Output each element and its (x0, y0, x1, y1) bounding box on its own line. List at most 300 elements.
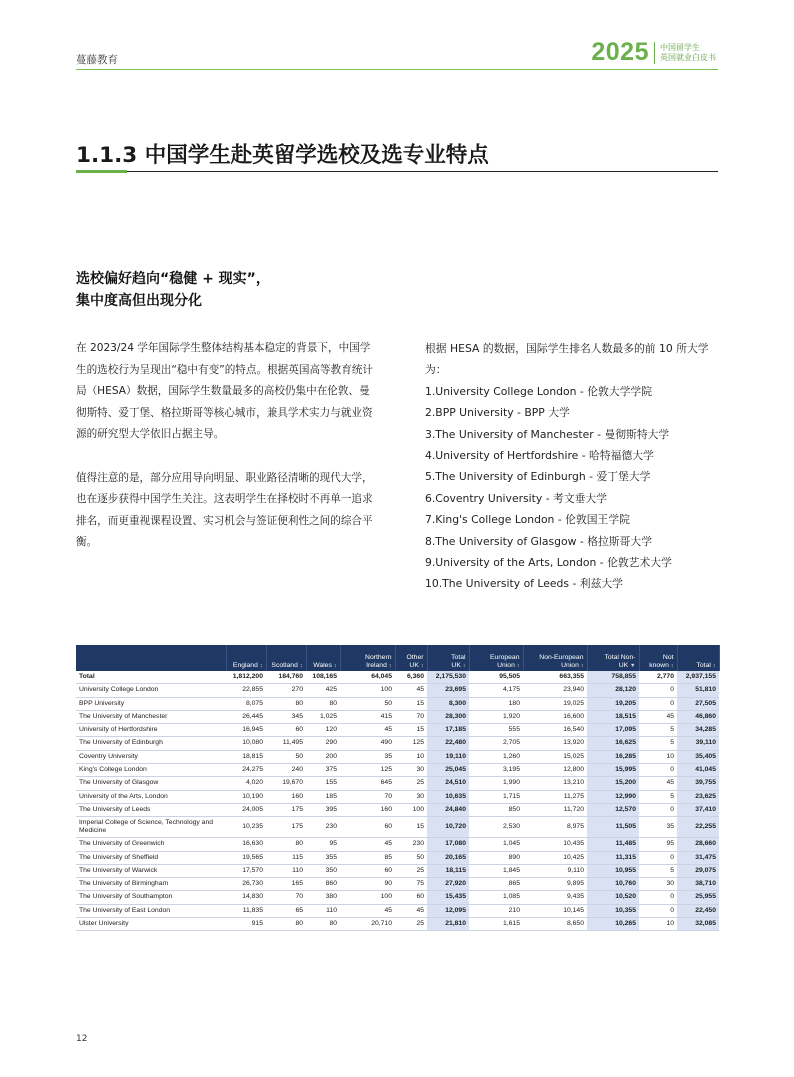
institution-cell: The University of Warwick (76, 864, 226, 877)
value-cell: 80 (266, 697, 306, 710)
value-cell: 11,315 (587, 851, 639, 864)
value-cell: 14,830 (226, 891, 266, 904)
value-cell: 60 (395, 891, 427, 904)
value-cell: 0 (639, 904, 677, 917)
value-cell: 22,450 (677, 904, 719, 917)
column-header-line2: Scotland (271, 662, 298, 669)
column-header[interactable] (306, 645, 340, 671)
value-cell: 35,405 (677, 750, 719, 763)
value-cell: 8,300 (427, 697, 469, 710)
column-header[interactable] (587, 645, 639, 671)
value-cell: 110 (306, 904, 340, 917)
value-cell: 27,505 (677, 697, 719, 710)
value-cell: 80 (266, 918, 306, 931)
value-cell: 85 (340, 851, 395, 864)
subheading-line1: 选校偏好趋向“稳健 + 现实”， (76, 271, 270, 287)
value-cell: 108,165 (306, 671, 340, 684)
column-header[interactable] (340, 645, 395, 671)
value-cell: 1,812,200 (226, 671, 266, 684)
value-cell: 28,660 (677, 838, 719, 851)
value-cell: 155 (306, 777, 340, 790)
sort-icon[interactable]: ↕ (420, 663, 424, 669)
value-cell: 758,855 (587, 671, 639, 684)
value-cell: 850 (469, 803, 523, 816)
value-cell: 11,505 (587, 817, 639, 838)
value-cell: 100 (395, 803, 427, 816)
value-cell: 175 (266, 817, 306, 838)
subheading (76, 268, 270, 312)
table-row (76, 737, 719, 750)
value-cell: 45 (395, 904, 427, 917)
value-cell: 80 (306, 918, 340, 931)
value-cell: 915 (226, 918, 266, 931)
sort-icon[interactable]: ↕ (259, 663, 263, 669)
value-cell: 555 (469, 724, 523, 737)
value-cell: 12,990 (587, 790, 639, 803)
value-cell: 8,075 (226, 697, 266, 710)
paragraph: 值得注意的是，部分应用导向明显、职业路径清晰的现代大学，也在逐步获得中国学生关注。这表明学生在择校时不再单一追求排名，而更重视课程设置、实习机会与签证便利性之间的综合平衡。 (76, 471, 373, 549)
institution-cell: The University of Birmingham (76, 878, 226, 891)
table-row (76, 697, 719, 710)
report-subtitle-line1: 中国留学生 (660, 42, 700, 52)
column-header-line1: European (490, 654, 520, 661)
value-cell: 10,760 (587, 878, 639, 891)
value-cell: 2,530 (469, 817, 523, 838)
value-cell: 115 (266, 851, 306, 864)
value-cell: 80 (266, 838, 306, 851)
value-cell: 35 (639, 817, 677, 838)
value-cell: 39,755 (677, 777, 719, 790)
list-item: 3.The University of Manchester - 曼彻斯特大学 (425, 427, 670, 441)
list-item: 10.The University of Leeds - 利兹大学 (425, 577, 623, 591)
institution-cell: BPP University (76, 697, 226, 710)
value-cell: 34,285 (677, 724, 719, 737)
value-cell: 24,005 (226, 803, 266, 816)
column-header-line1: Northern (365, 654, 392, 661)
column-header-line2: England (232, 662, 258, 669)
value-cell: 51,810 (677, 684, 719, 697)
value-cell: 70 (266, 891, 306, 904)
value-cell: 29,075 (677, 864, 719, 877)
value-cell: 415 (340, 710, 395, 723)
value-cell: 0 (639, 764, 677, 777)
value-cell: 10 (395, 750, 427, 763)
value-cell: 375 (306, 764, 340, 777)
paragraph: 在 2023/24 学年国际学生整体结构基本稳定的背景下，中国学生的选校行为呈现出“稳中有变”的特点。根据英国高等教育统计局（HESA）数据，国际学生数量最多的高校仍集中在伦敦、曼彻斯特、爱丁堡、格拉斯哥等核心城市，兼具学术实力与就业资源的研究型大学依旧占据主导。 (76, 342, 374, 441)
table-row (76, 878, 719, 891)
value-cell: 184,760 (266, 671, 306, 684)
column-header[interactable] (523, 645, 587, 671)
table-row (76, 724, 719, 737)
value-cell: 10,355 (587, 904, 639, 917)
value-cell: 860 (306, 878, 340, 891)
table-row (76, 684, 719, 697)
column-header[interactable] (639, 645, 677, 671)
value-cell: 65 (266, 904, 306, 917)
institution-cell: The University of Manchester (76, 710, 226, 723)
value-cell: 160 (266, 790, 306, 803)
value-cell: 0 (639, 851, 677, 864)
value-cell: 45 (340, 724, 395, 737)
value-cell: 12,800 (523, 764, 587, 777)
section-title: 1.1.3 中国学生赴英留学选校及选专业特点 (76, 143, 489, 168)
value-cell: 380 (306, 891, 340, 904)
column-header-line1: Not (662, 654, 674, 661)
value-cell: 395 (306, 803, 340, 816)
value-cell: 175 (266, 803, 306, 816)
value-cell: 18,515 (587, 710, 639, 723)
value-cell: 5 (639, 737, 677, 750)
value-cell: 10 (639, 918, 677, 931)
value-cell: 10,080 (226, 737, 266, 750)
table-row (76, 790, 719, 803)
value-cell: 15,995 (587, 764, 639, 777)
sort-icon[interactable]: ↕ (299, 663, 303, 669)
institution-cell: Total (76, 671, 226, 684)
value-cell: 1,990 (469, 777, 523, 790)
value-cell: 15 (395, 724, 427, 737)
institution-cell: University of the Arts, London (76, 790, 226, 803)
value-cell: 15,025 (523, 750, 587, 763)
value-cell: 180 (469, 697, 523, 710)
table-row (76, 851, 719, 864)
value-cell: 10,425 (523, 851, 587, 864)
value-cell: 425 (306, 684, 340, 697)
value-cell: 15,435 (427, 891, 469, 904)
value-cell: 18,115 (427, 864, 469, 877)
value-cell: 100 (340, 891, 395, 904)
right-column (425, 338, 725, 595)
value-cell: 11,495 (266, 737, 306, 750)
column-header-line1: Non-European (539, 654, 584, 661)
value-cell: 15 (395, 697, 427, 710)
value-cell: 17,570 (226, 864, 266, 877)
sort-icon[interactable]: ↕ (388, 663, 392, 669)
column-header-line2: Union (497, 662, 515, 669)
value-cell: 100 (340, 684, 395, 697)
value-cell: 90 (340, 878, 395, 891)
column-header-name (76, 645, 226, 671)
table-row (76, 764, 719, 777)
table-total-row (76, 671, 719, 684)
value-cell: 1,715 (469, 790, 523, 803)
column-header-line2: Wales (313, 662, 332, 669)
value-cell: 18,815 (226, 750, 266, 763)
header-divider (76, 69, 718, 70)
table-row (76, 710, 719, 723)
column-header-line2: Ireland (366, 662, 387, 669)
sort-desc-icon[interactable]: ▼ (630, 663, 636, 669)
value-cell: 270 (266, 684, 306, 697)
value-cell: 19,110 (427, 750, 469, 763)
column-header-line2: known (649, 662, 669, 669)
value-cell: 13,920 (523, 737, 587, 750)
value-cell: 1,845 (469, 864, 523, 877)
column-header-line1: Other (406, 654, 424, 661)
table-row (76, 838, 719, 851)
section-rule (76, 171, 718, 172)
value-cell: 0 (639, 697, 677, 710)
value-cell: 46,860 (677, 710, 719, 723)
value-cell: 1,025 (306, 710, 340, 723)
column-header[interactable] (395, 645, 427, 671)
value-cell: 45 (340, 838, 395, 851)
column-header-line2: Union (561, 662, 579, 669)
value-cell: 45 (395, 684, 427, 697)
column-header[interactable] (427, 645, 469, 671)
sort-icon[interactable]: ↕ (516, 663, 520, 669)
value-cell: 12,570 (587, 803, 639, 816)
value-cell: 355 (306, 851, 340, 864)
value-cell: 345 (266, 710, 306, 723)
institution-cell: The University of Sheffield (76, 851, 226, 864)
value-cell: 16,285 (587, 750, 639, 763)
value-cell: 0 (639, 891, 677, 904)
value-cell: 70 (395, 710, 427, 723)
institution-cell: King's College London (76, 764, 226, 777)
value-cell: 10,265 (587, 918, 639, 931)
list-item: 7.King's College London - 伦敦国王学院 (425, 513, 630, 527)
value-cell: 26,730 (226, 878, 266, 891)
value-cell: 1,615 (469, 918, 523, 931)
value-cell: 95 (306, 838, 340, 851)
value-cell: 32,085 (677, 918, 719, 931)
institution-cell: University of Hertfordshire (76, 724, 226, 737)
report-subtitle (660, 43, 716, 63)
value-cell: 31,475 (677, 851, 719, 864)
institution-cell: Ulster University (76, 918, 226, 931)
value-cell: 230 (306, 817, 340, 838)
sort-icon[interactable]: ↕ (712, 663, 716, 669)
students-table (76, 645, 720, 931)
value-cell: 19,205 (587, 697, 639, 710)
value-cell: 10,635 (427, 790, 469, 803)
value-cell: 110 (266, 864, 306, 877)
table-row (76, 803, 719, 816)
column-header-line2: UK (409, 662, 419, 669)
value-cell: 5 (639, 864, 677, 877)
value-cell: 64,045 (340, 671, 395, 684)
value-cell: 120 (306, 724, 340, 737)
value-cell: 50 (266, 750, 306, 763)
value-cell: 45 (639, 710, 677, 723)
list-item: 9.University of the Arts, London - 伦敦艺术大学 (425, 556, 672, 570)
institution-cell: The University of Edinburgh (76, 737, 226, 750)
list-item: 6.Coventry University - 考文垂大学 (425, 491, 608, 505)
value-cell: 1,920 (469, 710, 523, 723)
value-cell: 1,045 (469, 838, 523, 851)
table-row (76, 918, 719, 931)
value-cell: 645 (340, 777, 395, 790)
value-cell: 17,185 (427, 724, 469, 737)
value-cell: 25 (395, 777, 427, 790)
value-cell: 25 (395, 918, 427, 931)
value-cell: 95 (639, 838, 677, 851)
list-intro: 根据 HESA 的数据，国际学生排名人数最多的前 10 所大学为： (425, 342, 709, 377)
value-cell: 10,145 (523, 904, 587, 917)
value-cell: 6,360 (395, 671, 427, 684)
column-header[interactable] (677, 645, 719, 671)
value-cell: 165 (266, 878, 306, 891)
value-cell: 0 (639, 803, 677, 816)
list-item: 5.The University of Edinburgh - 爱丁堡大学 (425, 470, 651, 484)
value-cell: 12,095 (427, 904, 469, 917)
value-cell: 15,200 (587, 777, 639, 790)
sort-icon[interactable]: ↕ (670, 663, 674, 669)
value-cell: 13,210 (523, 777, 587, 790)
value-cell: 10,235 (226, 817, 266, 838)
value-cell: 11,485 (587, 838, 639, 851)
value-cell: 21,810 (427, 918, 469, 931)
value-cell: 865 (469, 878, 523, 891)
value-cell: 11,835 (226, 904, 266, 917)
value-cell: 8,650 (523, 918, 587, 931)
value-cell: 200 (306, 750, 340, 763)
value-cell: 23,625 (677, 790, 719, 803)
value-cell: 5 (639, 724, 677, 737)
value-cell: 24,840 (427, 803, 469, 816)
value-cell: 11,720 (523, 803, 587, 816)
column-header-line2: UK (451, 662, 461, 669)
value-cell: 37,410 (677, 803, 719, 816)
value-cell: 663,355 (523, 671, 587, 684)
value-cell: 230 (395, 838, 427, 851)
value-cell: 25,045 (427, 764, 469, 777)
table-row (76, 864, 719, 877)
list-item: 8.The University of Glasgow - 格拉斯哥大学 (425, 534, 652, 548)
list-item: 2.BPP University - BPP 大学 (425, 406, 570, 420)
value-cell: 75 (395, 878, 427, 891)
report-subtitle-line2: 英国就业白皮书 (660, 52, 716, 62)
value-cell: 240 (266, 764, 306, 777)
list-item: 1.University College London - 伦敦大学学院 (425, 384, 653, 398)
value-cell: 125 (395, 737, 427, 750)
value-cell: 25,955 (677, 891, 719, 904)
value-cell: 10,955 (587, 864, 639, 877)
brand-name: 蔓藤教育 (76, 54, 118, 66)
table-row (76, 777, 719, 790)
sort-icon[interactable]: ↕ (580, 663, 584, 669)
value-cell: 70 (340, 790, 395, 803)
value-cell: 4,175 (469, 684, 523, 697)
value-cell: 50 (395, 851, 427, 864)
institution-cell: University College London (76, 684, 226, 697)
subheading-line2: 集中度高但出现分化 (76, 293, 202, 309)
value-cell: 28,120 (587, 684, 639, 697)
column-header-line2: UK (618, 662, 629, 669)
value-cell: 19,565 (226, 851, 266, 864)
value-cell: 16,625 (587, 737, 639, 750)
value-cell: 22,480 (427, 737, 469, 750)
value-cell: 9,110 (523, 864, 587, 877)
value-cell: 45 (639, 777, 677, 790)
value-cell: 20,710 (340, 918, 395, 931)
institution-cell: Imperial College of Science, Technology and Medicine (76, 817, 226, 838)
value-cell: 30 (639, 878, 677, 891)
value-cell: 26,445 (226, 710, 266, 723)
table-row (76, 817, 719, 838)
value-cell: 185 (306, 790, 340, 803)
value-cell: 16,945 (226, 724, 266, 737)
institution-cell: The University of Southampton (76, 891, 226, 904)
value-cell: 17,080 (427, 838, 469, 851)
value-cell: 60 (340, 864, 395, 877)
value-cell: 30 (395, 790, 427, 803)
section-rule-accent (76, 170, 127, 173)
value-cell: 27,920 (427, 878, 469, 891)
list-item: 4.University of Hertfordshire - 哈特福德大学 (425, 449, 654, 463)
value-cell: 10,520 (587, 891, 639, 904)
value-cell: 16,630 (226, 838, 266, 851)
institution-cell: Coventry University (76, 750, 226, 763)
sort-icon[interactable]: ↕ (333, 663, 337, 669)
value-cell: 24,510 (427, 777, 469, 790)
value-cell: 23,695 (427, 684, 469, 697)
value-cell: 11,275 (523, 790, 587, 803)
value-cell: 16,540 (523, 724, 587, 737)
value-cell: 2,175,530 (427, 671, 469, 684)
value-cell: 890 (469, 851, 523, 864)
value-cell: 25 (395, 864, 427, 877)
value-cell: 9,435 (523, 891, 587, 904)
value-cell: 0 (639, 684, 677, 697)
table-body (76, 671, 719, 931)
table-row (76, 891, 719, 904)
value-cell: 2,770 (639, 671, 677, 684)
value-cell: 45 (340, 904, 395, 917)
value-cell: 160 (340, 803, 395, 816)
value-cell: 125 (340, 764, 395, 777)
value-cell: 1,260 (469, 750, 523, 763)
badge-divider (654, 42, 655, 64)
column-header[interactable] (226, 645, 266, 671)
value-cell: 10 (639, 750, 677, 763)
value-cell: 210 (469, 904, 523, 917)
value-cell: 1,085 (469, 891, 523, 904)
column-header-line1: Total (451, 654, 466, 661)
table-row (76, 750, 719, 763)
value-cell: 4,020 (226, 777, 266, 790)
column-header-line2: Total (696, 662, 711, 669)
report-year: 2025 (591, 38, 649, 66)
table-row (76, 904, 719, 917)
value-cell: 30 (395, 764, 427, 777)
value-cell: 2,705 (469, 737, 523, 750)
value-cell: 38,710 (677, 878, 719, 891)
value-cell: 290 (306, 737, 340, 750)
page-number: 12 (76, 1034, 88, 1044)
value-cell: 28,300 (427, 710, 469, 723)
value-cell: 41,045 (677, 764, 719, 777)
institution-cell: The University of East London (76, 904, 226, 917)
value-cell: 24,275 (226, 764, 266, 777)
column-header[interactable] (469, 645, 523, 671)
value-cell: 3,195 (469, 764, 523, 777)
left-column (76, 338, 376, 576)
value-cell: 10,190 (226, 790, 266, 803)
value-cell: 2,937,155 (677, 671, 719, 684)
value-cell: 35 (340, 750, 395, 763)
table-header-row (76, 645, 719, 671)
value-cell: 10,435 (523, 838, 587, 851)
column-header-line1: Total Non- (604, 654, 636, 661)
sort-icon[interactable]: ↕ (462, 663, 466, 669)
value-cell: 23,940 (523, 684, 587, 697)
value-cell: 9,895 (523, 878, 587, 891)
column-header[interactable] (266, 645, 306, 671)
value-cell: 15 (395, 817, 427, 838)
value-cell: 60 (266, 724, 306, 737)
